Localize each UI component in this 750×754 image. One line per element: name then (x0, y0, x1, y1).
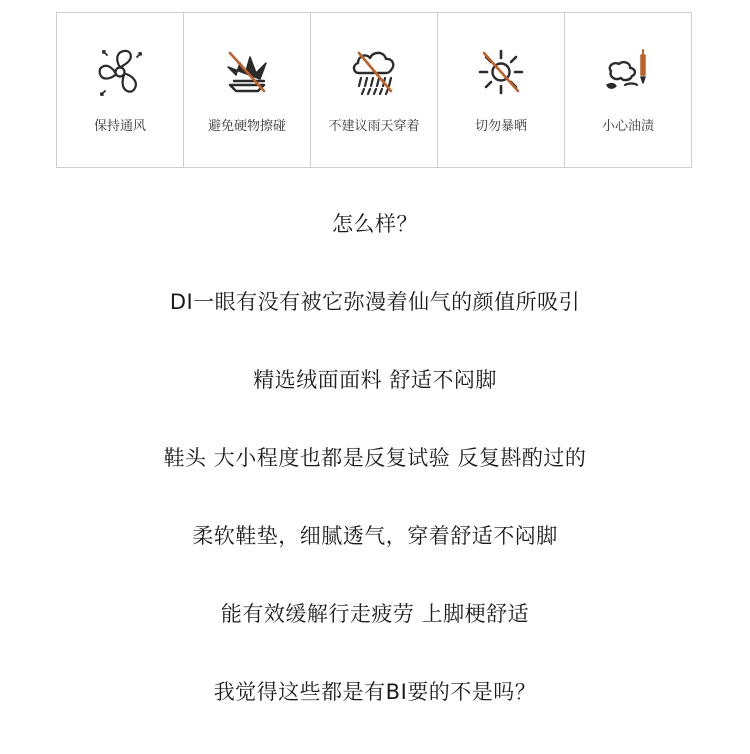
description-line: 我觉得这些都是有BI要的不是吗？ (213, 680, 537, 704)
description-line: 能有效缓解行走疲劳 上脚梗舒适 (220, 602, 530, 626)
description-line: DI一眼有没有被它弥漫着仙气的颜值所吸引 (169, 290, 581, 314)
ventilation-fan-icon (93, 45, 147, 99)
description-line: 精选绒面面料 舒适不闷脚 (253, 368, 497, 392)
no-hard-objects-icon (220, 45, 274, 99)
care-label: 不建议雨天穿着 (328, 119, 420, 134)
no-rain-icon (347, 45, 401, 99)
care-item-avoid-hard-objects (184, 13, 311, 167)
description-line: 鞋头 大小程度也都是反复试验 反复斟酌过的 (163, 446, 587, 470)
no-sun-icon (474, 45, 528, 99)
oil-stain-icon (601, 45, 655, 99)
care-item-no-rain (311, 13, 438, 167)
care-instructions-panel (56, 12, 692, 168)
care-item-oil-stain (565, 13, 691, 167)
description-line: 柔软鞋垫，细腻透气，穿着舒适不闷脚 (192, 524, 558, 548)
care-item-no-sun (438, 13, 565, 167)
care-item-ventilation (57, 13, 184, 167)
care-label: 保持通风 (93, 119, 146, 134)
care-label: 小心油渍 (601, 119, 654, 134)
care-label: 避免硬物擦碰 (207, 119, 286, 134)
care-label: 切勿暴晒 (474, 119, 527, 134)
description-line: 怎么样？ (332, 212, 418, 236)
